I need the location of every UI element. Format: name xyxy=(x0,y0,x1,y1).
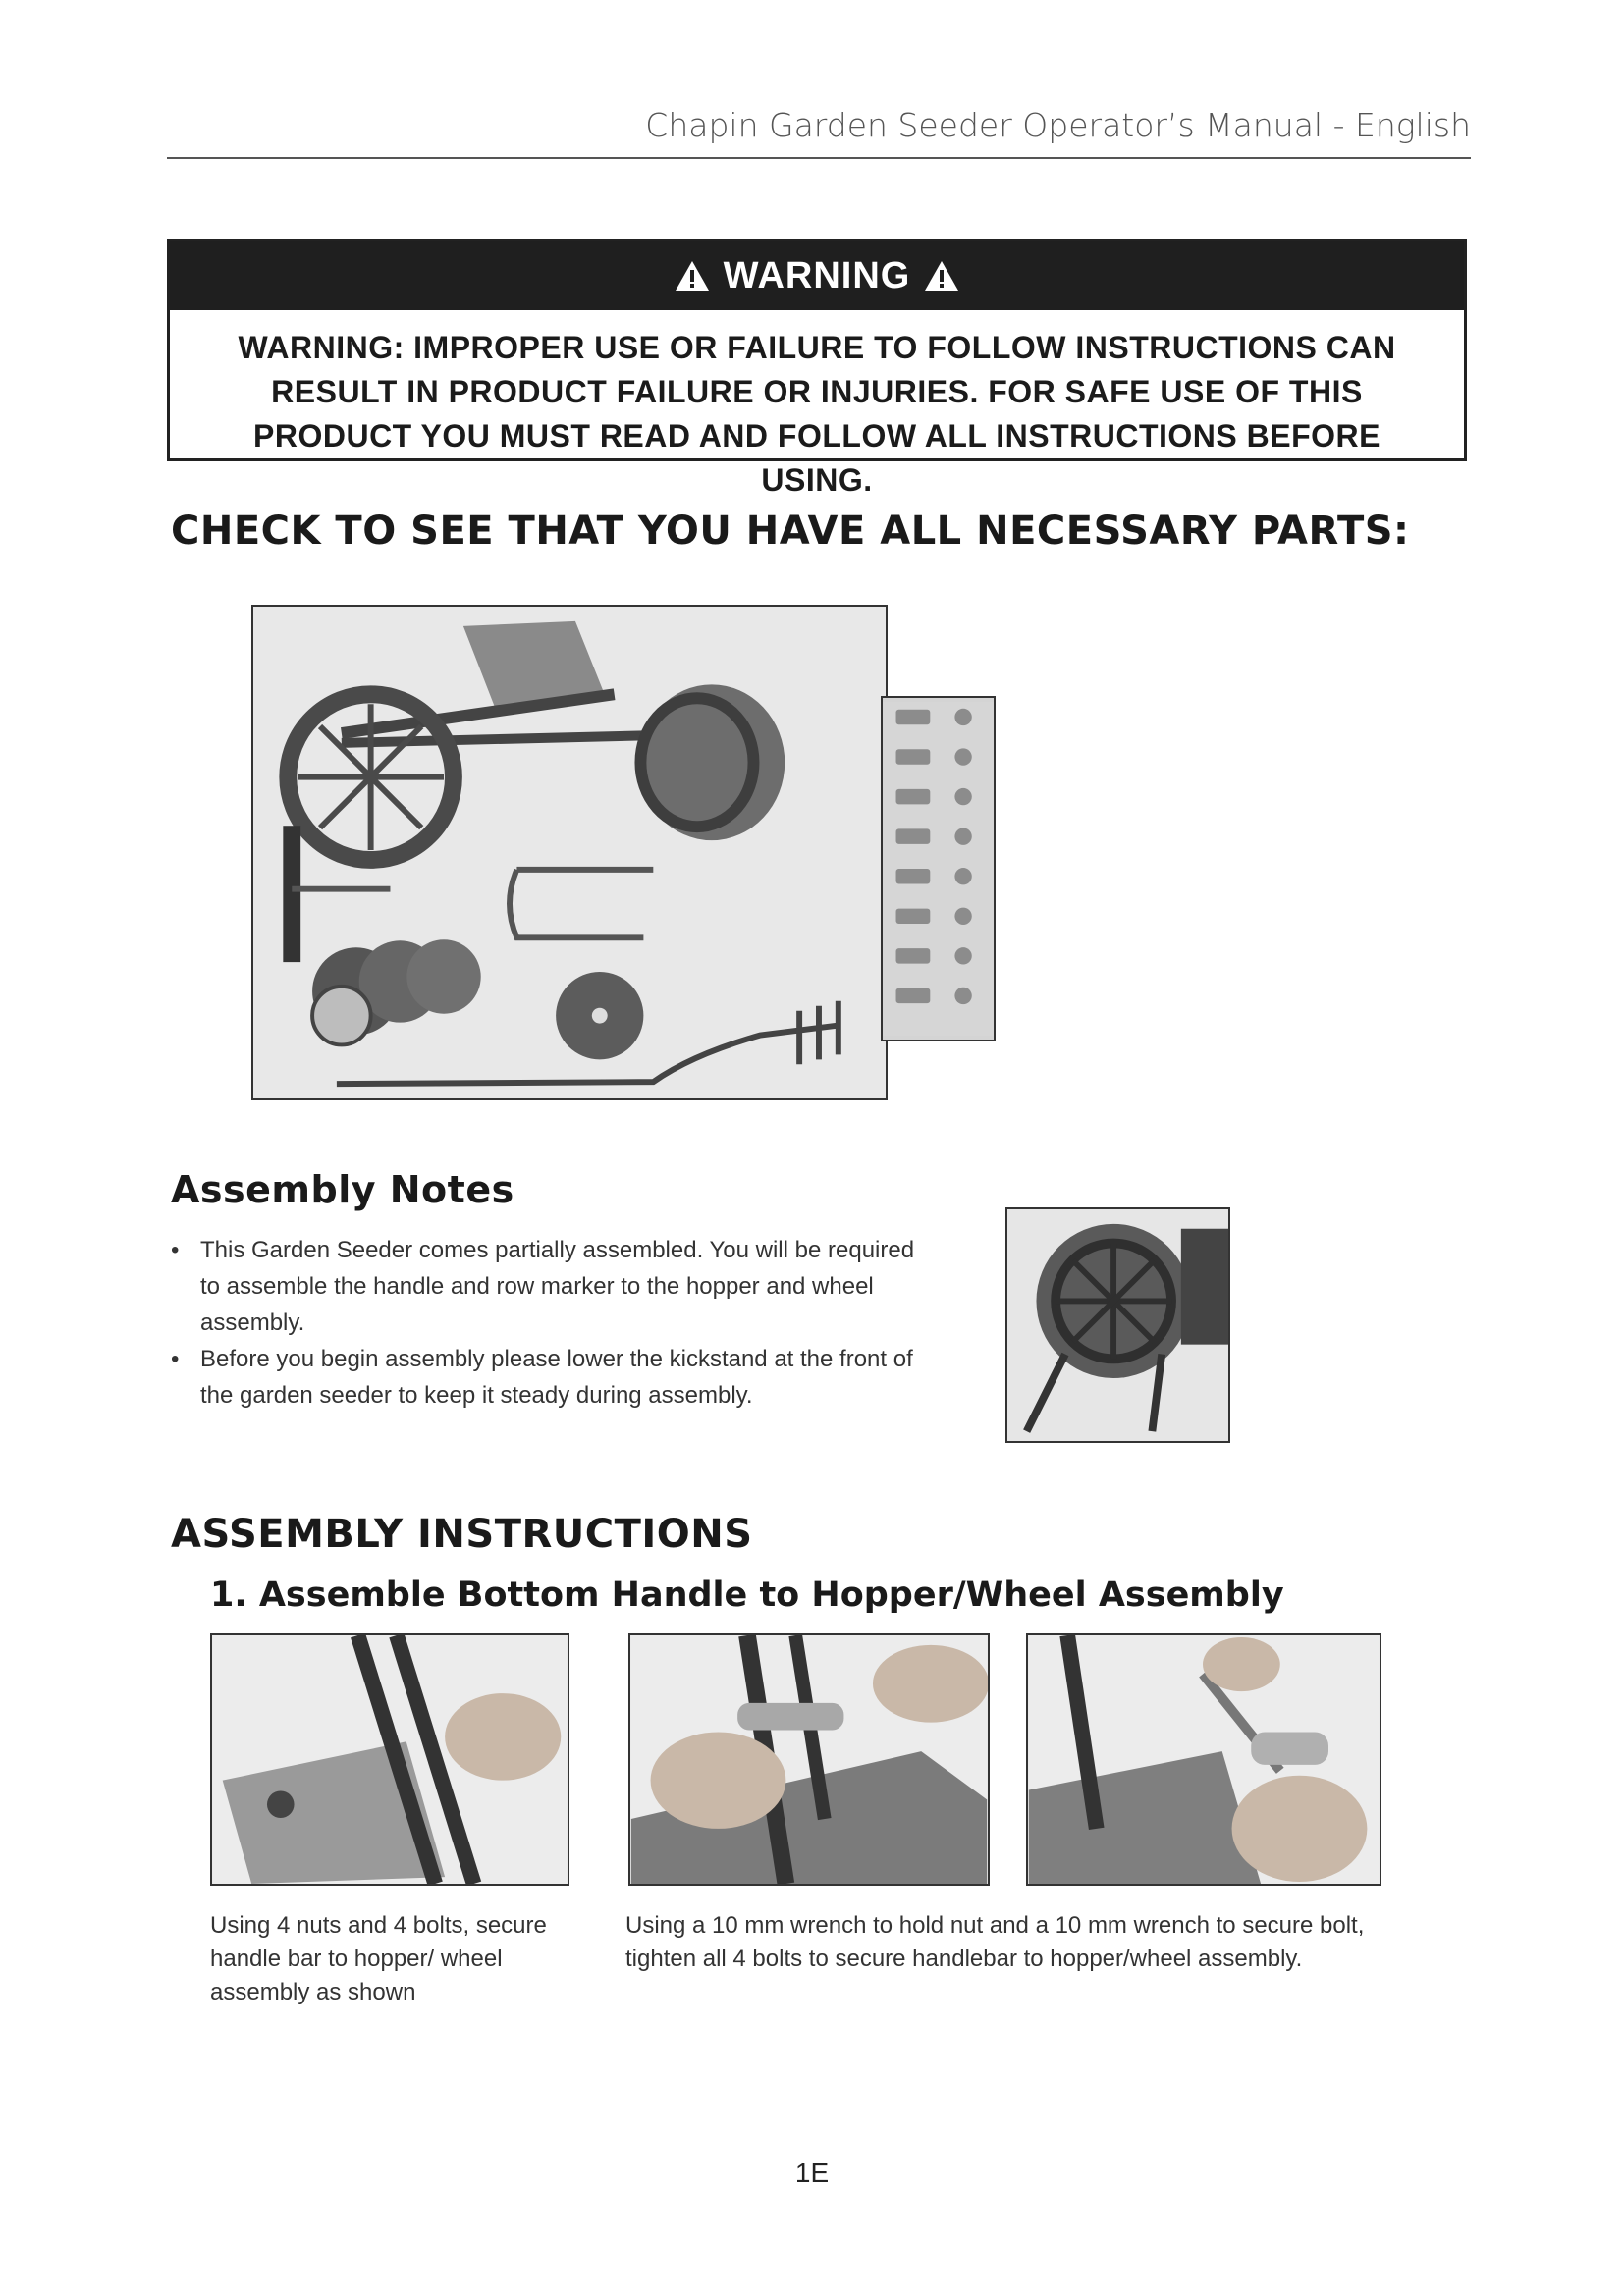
parts-heading: CHECK TO SEE THAT YOU HAVE ALL NECESSARY PARTS: xyxy=(171,508,1410,554)
bullet: • xyxy=(171,1346,180,1372)
warning-box xyxy=(167,239,1467,498)
warning-triangle-icon xyxy=(924,260,959,292)
hardware-nuts-bolts-photo xyxy=(881,696,996,1041)
step-1-heading: 1. Assemble Bottom Handle to Hopper/Wheel Assembly xyxy=(210,1575,1284,1615)
step-1-caption-left: Using 4 nuts and 4 bolts, secure handle bar to hopper/ wheel assembly as shown xyxy=(210,1912,547,2005)
note-text: Before you begin assembly please lower the kickstand at the front of the garden seeder to keep it steady during assembly. xyxy=(200,1346,913,1409)
warning-banner xyxy=(170,241,1464,310)
assembly-instructions-heading: ASSEMBLY INSTRUCTIONS xyxy=(171,1512,753,1557)
assembly-notes-list xyxy=(171,1232,917,1414)
kickstand-photo xyxy=(1005,1207,1230,1443)
assembly-notes-heading: Assembly Notes xyxy=(171,1168,514,1211)
warning-label: WARNING xyxy=(723,254,911,296)
page-number: 1E xyxy=(794,2158,830,2188)
list-item xyxy=(171,1232,917,1341)
bullet: • xyxy=(171,1237,180,1263)
warning-triangle-icon xyxy=(675,260,710,292)
step-1-photo-wrench-tighten xyxy=(1026,1633,1381,1886)
step-1-photo-wrench-hold xyxy=(628,1633,990,1886)
step-1-caption-right: Using a 10 mm wrench to hold nut and a 10 mm wrench to secure bolt, tighten all 4 bolts to secure handlebar to hopper/wheel assembly. xyxy=(625,1912,1365,1972)
step-1-photo-handle-attach xyxy=(210,1633,569,1886)
note-text: This Garden Seeder comes partially assembled. You will be required to assemble the handle and row marker to the hopper and wheel assembly. xyxy=(200,1237,915,1336)
header-divider xyxy=(167,157,1471,159)
parts-layout-photo xyxy=(251,605,888,1100)
list-item xyxy=(171,1341,917,1414)
document-header-title: Chapin Garden Seeder Operator’s Manual - English xyxy=(645,106,1471,144)
warning-message: WARNING: IMPROPER USE OR FAILURE TO FOLLOW INSTRUCTIONS CAN RESULT IN PRODUCT FAILURE OR INJURIES. FOR SAFE USE OF THIS PRODUCT YOU MUST READ AND FOLLOW ALL INSTRUCTIONS BEFORE USING. xyxy=(238,330,1396,498)
